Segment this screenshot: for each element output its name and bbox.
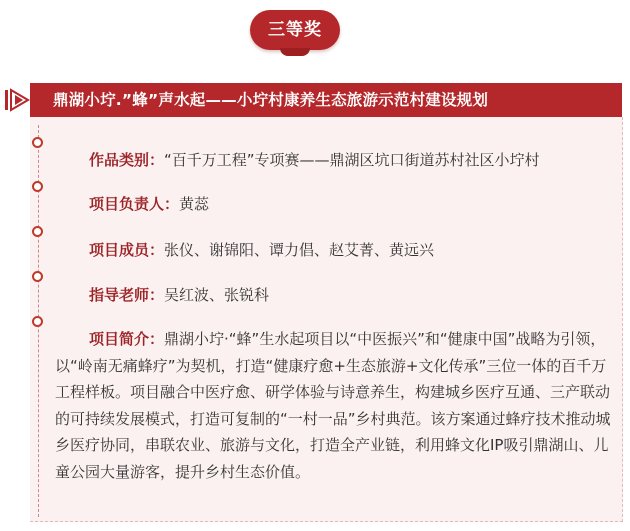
flag-play-icon — [4, 86, 32, 114]
timeline-bullet — [32, 137, 43, 148]
category-label: 作品类别： — [89, 151, 165, 169]
intro-label: 项目简介： — [89, 330, 165, 348]
award-badge: 三等奖 — [250, 10, 340, 50]
leader-label: 项目负责人： — [89, 195, 180, 213]
award-badge-tab — [280, 48, 310, 56]
intro-value: 鼎湖小坾·“蜂”生水起项目以“中医振兴”和“健康中国”战略为引领，以“岭南无痛蜂疗”为契机，打造“健康疗愈+生态旅游+文化传承”三位一体的百千万工程样板。项目融合中医疗愈、研学体验与诗意养生，构建城乡医疗互通、三产联动的可持续发展模式，打造可复制的“一村一品”乡村典范。该方案通过蜂疗技术推动城乡医疗协同，串联农业、旅游与文化，打造全产业链，利用蜂文化IP吸引鼎湖山、儿童公园大量游客，提升乡村生态价值。 — [55, 330, 611, 481]
project-title-bar — [30, 83, 622, 117]
category-row — [89, 149, 540, 170]
advisor-value: 吴红波、张锐科 — [164, 286, 270, 304]
category-value: “百千万工程”专项赛——鼎湖区坑口街道苏村社区小坾村 — [164, 151, 540, 169]
leader-value: 黄蕊 — [179, 195, 210, 213]
timeline-bullet — [32, 226, 43, 237]
members-label: 项目成员： — [89, 241, 165, 259]
intro-paragraph — [55, 326, 615, 485]
timeline-bullet — [32, 316, 43, 327]
project-title: 鼎湖小坾.”蜂”声水起——小坾村康养生态旅游示范村建设规划 — [53, 91, 489, 109]
members-row — [89, 239, 434, 260]
members-value: 张仪、谢锦阳、谭力倡、赵艾菁、黄远兴 — [164, 241, 435, 259]
advisor-row — [89, 284, 269, 305]
timeline-bullet — [32, 271, 43, 282]
leader-row — [89, 193, 209, 214]
timeline-bullet — [32, 181, 43, 192]
advisor-label: 指导老师： — [89, 286, 165, 304]
